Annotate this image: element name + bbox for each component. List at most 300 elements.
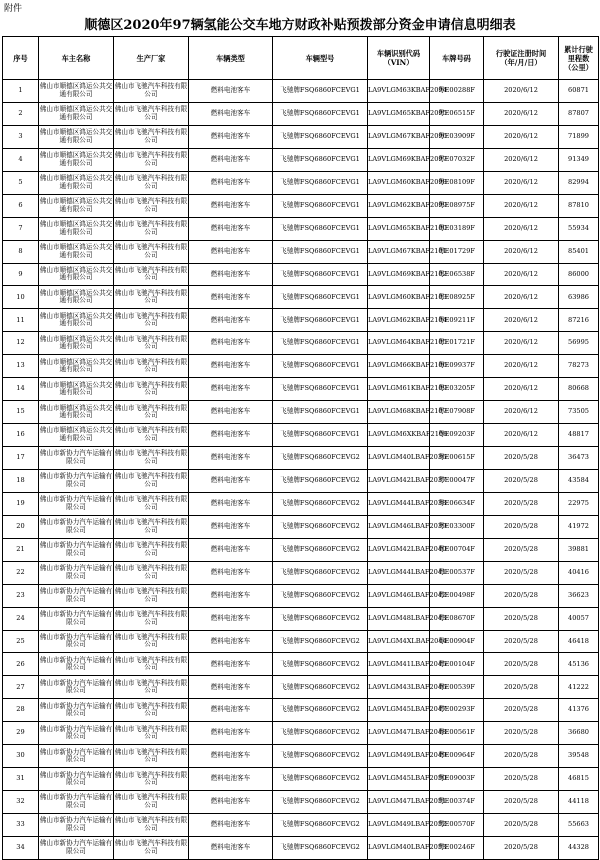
- cell-vin: LA9VLGM42LBAF2040: [368, 538, 430, 561]
- cell-mileage: 40057: [559, 607, 599, 630]
- cell-owner: 佛山市新协力汽车运输有限公司: [39, 699, 114, 722]
- cell-mileage: 78273: [559, 355, 599, 378]
- cell-vin: LA9VLGM42LBAF2037: [368, 469, 430, 492]
- cell-index: 20: [3, 515, 39, 538]
- cell-vehicle-type: 燃料电池客车: [189, 607, 273, 630]
- cell-index: 16: [3, 424, 39, 447]
- cell-vin: LA9VLGM61KBAF2109: [368, 378, 430, 401]
- cell-register-date: 2020/5/28: [484, 447, 559, 470]
- cell-plate: 粤E08975F: [430, 194, 484, 217]
- cell-vehicle-model: 飞驰牌FSQ6860FCEVG1: [273, 263, 368, 286]
- cell-mileage: 55663: [559, 814, 599, 837]
- cell-vehicle-model: 飞驰牌FSQ6860FCEVG2: [273, 492, 368, 515]
- cell-maker: 佛山市飞驰汽车科技有限公司: [114, 171, 189, 194]
- cell-vehicle-type: 燃料电池客车: [189, 791, 273, 814]
- cell-owner: 佛山市新协力汽车运输有限公司: [39, 447, 114, 470]
- cell-index: 33: [3, 814, 39, 837]
- cell-plate: 粤E03189F: [430, 217, 484, 240]
- cell-mileage: 87807: [559, 102, 599, 125]
- cell-plate: 粤E06634F: [430, 492, 484, 515]
- cell-index: 3: [3, 125, 39, 148]
- cell-vehicle-type: 燃料电池客车: [189, 630, 273, 653]
- cell-vehicle-type: 燃料电池客车: [189, 102, 273, 125]
- cell-vehicle-model: 飞驰牌FSQ6860FCEVG1: [273, 80, 368, 103]
- cell-index: 21: [3, 538, 39, 561]
- cell-owner: 佛山市新协力汽车运输有限公司: [39, 791, 114, 814]
- cell-owner: 佛山市顺德区鸿运公共交通有限公司: [39, 80, 114, 103]
- cell-mileage: 73505: [559, 401, 599, 424]
- cell-mileage: 55934: [559, 217, 599, 240]
- cell-index: 24: [3, 607, 39, 630]
- table-row: [3, 515, 599, 538]
- table-row: [3, 676, 599, 699]
- table-header-row: [3, 37, 599, 80]
- cell-register-date: 2020/6/12: [484, 125, 559, 148]
- cell-mileage: 63986: [559, 286, 599, 309]
- cell-maker: 佛山市飞驰汽车科技有限公司: [114, 125, 189, 148]
- cell-vehicle-type: 燃料电池客车: [189, 836, 273, 859]
- cell-mileage: 91349: [559, 148, 599, 171]
- cell-index: 11: [3, 309, 39, 332]
- cell-mileage: 46418: [559, 630, 599, 653]
- cell-register-date: 2020/5/28: [484, 561, 559, 584]
- cell-vehicle-type: 燃料电池客车: [189, 148, 273, 171]
- cell-owner: 佛山市顺德区鸿运公共交通有限公司: [39, 378, 114, 401]
- cell-maker: 佛山市飞驰汽车科技有限公司: [114, 286, 189, 309]
- table-row: [3, 240, 599, 263]
- cell-index: 7: [3, 217, 39, 240]
- cell-maker: 佛山市飞驰汽车科技有限公司: [114, 836, 189, 859]
- cell-index: 19: [3, 492, 39, 515]
- cell-owner: 佛山市顺德区鸿运公共交通有限公司: [39, 309, 114, 332]
- cell-plate: 粤E00570F: [430, 814, 484, 837]
- cell-vin: LA9VLGM65KBAF2095: [368, 102, 430, 125]
- cell-maker: 佛山市飞驰汽车科技有限公司: [114, 676, 189, 699]
- cell-vehicle-model: 飞驰牌FSQ6860FCEVG1: [273, 355, 368, 378]
- cell-mileage: 40416: [559, 561, 599, 584]
- cell-vin: LA9VLGM69KBAF2097: [368, 148, 430, 171]
- cell-vehicle-model: 飞驰牌FSQ6860FCEVG1: [273, 171, 368, 194]
- cell-plate: 粤E06538F: [430, 263, 484, 286]
- cell-index: 13: [3, 355, 39, 378]
- cell-register-date: 2020/5/28: [484, 515, 559, 538]
- cell-vin: LA9VLGM49LBAF2049: [368, 745, 430, 768]
- cell-register-date: 2020/5/28: [484, 584, 559, 607]
- cell-plate: 粤E01721F: [430, 332, 484, 355]
- table-row: [3, 355, 599, 378]
- cell-vehicle-model: 飞驰牌FSQ6860FCEVG2: [273, 584, 368, 607]
- cell-maker: 佛山市飞驰汽车科技有限公司: [114, 630, 189, 653]
- table-row: [3, 378, 599, 401]
- cell-register-date: 2020/6/12: [484, 102, 559, 125]
- cell-vehicle-model: 飞驰牌FSQ6860FCEVG2: [273, 538, 368, 561]
- table-row: [3, 332, 599, 355]
- cell-vehicle-model: 飞驰牌FSQ6860FCEVG2: [273, 630, 368, 653]
- cell-index: 5: [3, 171, 39, 194]
- cell-vin: LA9VLGM64KBAF2105: [368, 332, 430, 355]
- cell-plate: 粤E00704F: [430, 538, 484, 561]
- cell-vehicle-type: 燃料电池客车: [189, 125, 273, 148]
- cell-owner: 佛山市顺德区鸿运公共交通有限公司: [39, 355, 114, 378]
- cell-plate: 粤E03205F: [430, 378, 484, 401]
- cell-plate: 粤E08925F: [430, 286, 484, 309]
- cell-maker: 佛山市飞驰汽车科技有限公司: [114, 80, 189, 103]
- cell-owner: 佛山市新协力汽车运输有限公司: [39, 722, 114, 745]
- cell-maker: 佛山市飞驰汽车科技有限公司: [114, 653, 189, 676]
- cell-vin: LA9VLGM60KBAF2103: [368, 286, 430, 309]
- page-title: 顺德区2020年97辆氢能公交车地方财政补贴预拨部分资金申请信息明细表: [84, 18, 516, 33]
- cell-vehicle-type: 燃料电池客车: [189, 515, 273, 538]
- cell-mileage: 39548: [559, 745, 599, 768]
- cell-mileage: 60871: [559, 80, 599, 103]
- cell-plate: 粤E00904F: [430, 630, 484, 653]
- cell-plate: 粤E00561F: [430, 722, 484, 745]
- cell-vehicle-type: 燃料电池客车: [189, 194, 273, 217]
- col-header-register-date: 行驶证注册时间 （年/月/日）: [484, 37, 559, 80]
- cell-plate: 粤E00047F: [430, 469, 484, 492]
- cell-vehicle-model: 飞驰牌FSQ6860FCEVG2: [273, 791, 368, 814]
- cell-vehicle-model: 飞驰牌FSQ6860FCEVG2: [273, 653, 368, 676]
- table-row: [3, 814, 599, 837]
- cell-owner: 佛山市新协力汽车运输有限公司: [39, 561, 114, 584]
- cell-vehicle-type: 燃料电池客车: [189, 171, 273, 194]
- cell-index: 8: [3, 240, 39, 263]
- cell-plate: 粤E03300F: [430, 515, 484, 538]
- cell-register-date: 2020/5/28: [484, 814, 559, 837]
- cell-vehicle-type: 燃料电池客车: [189, 401, 273, 424]
- cell-maker: 佛山市飞驰汽车科技有限公司: [114, 791, 189, 814]
- cell-vehicle-type: 燃料电池客车: [189, 447, 273, 470]
- cell-mileage: 82994: [559, 171, 599, 194]
- table-row: [3, 607, 599, 630]
- cell-plate: 粤E00498F: [430, 584, 484, 607]
- cell-vin: LA9VLGM65KBAF2100: [368, 217, 430, 240]
- col-header-owner: 车主名称: [39, 37, 114, 80]
- cell-owner: 佛山市顺德区鸿运公共交通有限公司: [39, 286, 114, 309]
- cell-mileage: 39881: [559, 538, 599, 561]
- cell-mileage: 36473: [559, 447, 599, 470]
- cell-vehicle-type: 燃料电池客车: [189, 309, 273, 332]
- col-header-mileage: 累计行驶 里程数 （公里）: [559, 37, 599, 80]
- cell-vehicle-model: 飞驰牌FSQ6860FCEVG1: [273, 401, 368, 424]
- table-row: [3, 217, 599, 240]
- cell-vehicle-type: 燃料电池客车: [189, 584, 273, 607]
- cell-vehicle-type: 燃料电池客车: [189, 240, 273, 263]
- cell-maker: 佛山市飞驰汽车科技有限公司: [114, 309, 189, 332]
- cell-vehicle-model: 飞驰牌FSQ6860FCEVG1: [273, 378, 368, 401]
- table-row: [3, 699, 599, 722]
- cell-mileage: 71899: [559, 125, 599, 148]
- cell-register-date: 2020/6/12: [484, 332, 559, 355]
- cell-maker: 佛山市飞驰汽车科技有限公司: [114, 447, 189, 470]
- col-header-vin: 车辆识别代码 （VIN）: [368, 37, 430, 80]
- cell-register-date: 2020/5/28: [484, 676, 559, 699]
- cell-owner: 佛山市新协力汽车运输有限公司: [39, 515, 114, 538]
- cell-vin: LA9VLGM4XLBAF2044: [368, 630, 430, 653]
- col-header-index: 序号: [3, 37, 39, 80]
- cell-vin: LA9VLGM46LBAF2039: [368, 515, 430, 538]
- cell-index: 12: [3, 332, 39, 355]
- cell-vehicle-type: 燃料电池客车: [189, 814, 273, 837]
- cell-mileage: 56995: [559, 332, 599, 355]
- cell-vin: LA9VLGM49LBAF2052: [368, 814, 430, 837]
- cell-mileage: 45136: [559, 653, 599, 676]
- cell-vehicle-type: 燃料电池客车: [189, 722, 273, 745]
- cell-maker: 佛山市飞驰汽车科技有限公司: [114, 263, 189, 286]
- cell-vin: LA9VLGM60KBAF2098: [368, 171, 430, 194]
- cell-index: 22: [3, 561, 39, 584]
- cell-maker: 佛山市飞驰汽车科技有限公司: [114, 745, 189, 768]
- cell-owner: 佛山市顺德区鸿运公共交通有限公司: [39, 171, 114, 194]
- cell-maker: 佛山市飞驰汽车科技有限公司: [114, 424, 189, 447]
- cell-register-date: 2020/6/12: [484, 378, 559, 401]
- cell-vehicle-model: 飞驰牌FSQ6860FCEVG1: [273, 286, 368, 309]
- cell-vin: LA9VLGM47LBAF2048: [368, 722, 430, 745]
- cell-mileage: 87810: [559, 194, 599, 217]
- cell-owner: 佛山市新协力汽车运输有限公司: [39, 836, 114, 859]
- cell-vehicle-model: 飞驰牌FSQ6860FCEVG1: [273, 309, 368, 332]
- cell-maker: 佛山市飞驰汽车科技有限公司: [114, 814, 189, 837]
- cell-vehicle-model: 飞驰牌FSQ6860FCEVG1: [273, 240, 368, 263]
- cell-mileage: 41222: [559, 676, 599, 699]
- cell-vehicle-type: 燃料电池客车: [189, 699, 273, 722]
- cell-index: 32: [3, 791, 39, 814]
- cell-register-date: 2020/6/12: [484, 194, 559, 217]
- cell-maker: 佛山市飞驰汽车科技有限公司: [114, 607, 189, 630]
- cell-owner: 佛山市顺德区鸿运公共交通有限公司: [39, 217, 114, 240]
- table-row: [3, 80, 599, 103]
- cell-owner: 佛山市新协力汽车运输有限公司: [39, 607, 114, 630]
- table-row: [3, 424, 599, 447]
- cell-register-date: 2020/6/12: [484, 424, 559, 447]
- cell-mileage: 36680: [559, 722, 599, 745]
- cell-register-date: 2020/5/28: [484, 469, 559, 492]
- cell-maker: 佛山市飞驰汽车科技有限公司: [114, 102, 189, 125]
- table-row: [3, 584, 599, 607]
- cell-vin: LA9VLGM69KBAF2102: [368, 263, 430, 286]
- cell-owner: 佛山市顺德区鸿运公共交通有限公司: [39, 194, 114, 217]
- cell-vin: LA9VLGM62KBAF2099: [368, 194, 430, 217]
- cell-plate: 粤E09003F: [430, 768, 484, 791]
- cell-register-date: 2020/5/28: [484, 699, 559, 722]
- cell-owner: 佛山市顺德区鸿运公共交通有限公司: [39, 125, 114, 148]
- cell-index: 34: [3, 836, 39, 859]
- table-row: [3, 492, 599, 515]
- cell-plate: 粤E01729F: [430, 240, 484, 263]
- cell-owner: 佛山市新协力汽车运输有限公司: [39, 492, 114, 515]
- cell-register-date: 2020/6/12: [484, 148, 559, 171]
- cell-index: 18: [3, 469, 39, 492]
- cell-plate: 粤E00374F: [430, 791, 484, 814]
- cell-index: 1: [3, 80, 39, 103]
- cell-vehicle-type: 燃料电池客车: [189, 217, 273, 240]
- cell-plate: 粤E07908F: [430, 401, 484, 424]
- cell-mileage: 44118: [559, 791, 599, 814]
- table-row: [3, 125, 599, 148]
- cell-vehicle-type: 燃料电池客车: [189, 653, 273, 676]
- table-row: [3, 194, 599, 217]
- cell-register-date: 2020/5/28: [484, 607, 559, 630]
- cell-vehicle-model: 飞驰牌FSQ6860FCEVG2: [273, 561, 368, 584]
- cell-owner: 佛山市顺德区鸿运公共交通有限公司: [39, 148, 114, 171]
- cell-vehicle-model: 飞驰牌FSQ6860FCEVG1: [273, 217, 368, 240]
- cell-vin: LA9VLGM6XKBAF2108: [368, 424, 430, 447]
- cell-mileage: 80668: [559, 378, 599, 401]
- cell-mileage: 85401: [559, 240, 599, 263]
- cell-index: 6: [3, 194, 39, 217]
- cell-vin: LA9VLGM68KBAF2107: [368, 401, 430, 424]
- cell-vin: LA9VLGM45LBAF2050: [368, 768, 430, 791]
- cell-maker: 佛山市飞驰汽车科技有限公司: [114, 240, 189, 263]
- cell-register-date: 2020/6/12: [484, 263, 559, 286]
- cell-plate: 粤E09937F: [430, 355, 484, 378]
- cell-owner: 佛山市新协力汽车运输有限公司: [39, 653, 114, 676]
- cell-index: 14: [3, 378, 39, 401]
- cell-vehicle-model: 飞驰牌FSQ6860FCEVG2: [273, 768, 368, 791]
- table-row: [3, 469, 599, 492]
- cell-mileage: 22975: [559, 492, 599, 515]
- table-row: [3, 768, 599, 791]
- cell-vehicle-model: 飞驰牌FSQ6860FCEVG1: [273, 148, 368, 171]
- cell-vehicle-type: 燃料电池客车: [189, 263, 273, 286]
- table-row: [3, 653, 599, 676]
- cell-vin: LA9VLGM43LBAF2046: [368, 676, 430, 699]
- cell-vehicle-model: 飞驰牌FSQ6860FCEVG1: [273, 125, 368, 148]
- cell-owner: 佛山市新协力汽车运输有限公司: [39, 768, 114, 791]
- cell-maker: 佛山市飞驰汽车科技有限公司: [114, 332, 189, 355]
- table-row: [3, 745, 599, 768]
- cell-owner: 佛山市顺德区鸿运公共交通有限公司: [39, 424, 114, 447]
- cell-maker: 佛山市飞驰汽车科技有限公司: [114, 469, 189, 492]
- cell-vehicle-type: 燃料电池客车: [189, 768, 273, 791]
- cell-plate: 粤E00615F: [430, 447, 484, 470]
- cell-maker: 佛山市飞驰汽车科技有限公司: [114, 722, 189, 745]
- table-row: [3, 286, 599, 309]
- cell-register-date: 2020/5/28: [484, 722, 559, 745]
- cell-owner: 佛山市顺德区鸿运公共交通有限公司: [39, 240, 114, 263]
- table-row: [3, 447, 599, 470]
- cell-mileage: 86000: [559, 263, 599, 286]
- cell-register-date: 2020/5/28: [484, 538, 559, 561]
- cell-mileage: 41972: [559, 515, 599, 538]
- cell-vin: LA9VLGM48LBAF2043: [368, 607, 430, 630]
- cell-maker: 佛山市飞驰汽车科技有限公司: [114, 561, 189, 584]
- col-header-vehicle-model: 车辆型号: [273, 37, 368, 80]
- cell-plate: 粤E00293F: [430, 699, 484, 722]
- cell-owner: 佛山市顺德区鸿运公共交通有限公司: [39, 401, 114, 424]
- cell-plate: 粤E06515F: [430, 102, 484, 125]
- cell-plate: 粤E08670F: [430, 607, 484, 630]
- cell-vehicle-model: 飞驰牌FSQ6860FCEVG2: [273, 515, 368, 538]
- cell-index: 26: [3, 653, 39, 676]
- cell-register-date: 2020/5/28: [484, 836, 559, 859]
- vehicle-info-table: [2, 36, 599, 860]
- cell-register-date: 2020/5/28: [484, 768, 559, 791]
- cell-index: 4: [3, 148, 39, 171]
- cell-mileage: 43584: [559, 469, 599, 492]
- cell-vehicle-type: 燃料电池客车: [189, 80, 273, 103]
- cell-index: 17: [3, 447, 39, 470]
- cell-vehicle-model: 飞驰牌FSQ6860FCEVG2: [273, 447, 368, 470]
- cell-register-date: 2020/6/12: [484, 401, 559, 424]
- cell-plate: 粤E09211F: [430, 309, 484, 332]
- cell-maker: 佛山市飞驰汽车科技有限公司: [114, 515, 189, 538]
- cell-maker: 佛山市飞驰汽车科技有限公司: [114, 378, 189, 401]
- cell-vehicle-type: 燃料电池客车: [189, 332, 273, 355]
- cell-plate: 粤E00964F: [430, 745, 484, 768]
- cell-register-date: 2020/5/28: [484, 630, 559, 653]
- col-header-maker: 生产厂家: [114, 37, 189, 80]
- table-row: [3, 630, 599, 653]
- cell-vehicle-type: 燃料电池客车: [189, 469, 273, 492]
- cell-mileage: 36623: [559, 584, 599, 607]
- table-row: [3, 401, 599, 424]
- cell-vehicle-model: 飞驰牌FSQ6860FCEVG2: [273, 607, 368, 630]
- cell-vehicle-type: 燃料电池客车: [189, 676, 273, 699]
- cell-mileage: 41376: [559, 699, 599, 722]
- cell-plate: 粤E00246F: [430, 836, 484, 859]
- cell-vin: LA9VLGM67KBAF2096: [368, 125, 430, 148]
- table-row: [3, 102, 599, 125]
- cell-mileage: 46815: [559, 768, 599, 791]
- cell-register-date: 2020/6/12: [484, 355, 559, 378]
- cell-maker: 佛山市飞驰汽车科技有限公司: [114, 148, 189, 171]
- cell-index: 29: [3, 722, 39, 745]
- col-header-vehicle-type: 车辆类型: [189, 37, 273, 80]
- cell-vehicle-model: 飞驰牌FSQ6860FCEVG1: [273, 424, 368, 447]
- cell-index: 10: [3, 286, 39, 309]
- cell-maker: 佛山市飞驰汽车科技有限公司: [114, 217, 189, 240]
- cell-plate: 粤E00104F: [430, 653, 484, 676]
- table-row: [3, 722, 599, 745]
- cell-vehicle-model: 飞驰牌FSQ6860FCEVG1: [273, 102, 368, 125]
- cell-plate: 粤E00537F: [430, 561, 484, 584]
- cell-vehicle-type: 燃料电池客车: [189, 538, 273, 561]
- cell-register-date: 2020/6/12: [484, 217, 559, 240]
- cell-owner: 佛山市新协力汽车运输有限公司: [39, 538, 114, 561]
- cell-index: 9: [3, 263, 39, 286]
- cell-plate: 粤E07032F: [430, 148, 484, 171]
- cell-index: 23: [3, 584, 39, 607]
- cell-owner: 佛山市新协力汽车运输有限公司: [39, 676, 114, 699]
- cell-vehicle-model: 飞驰牌FSQ6860FCEVG1: [273, 194, 368, 217]
- cell-vin: LA9VLGM67KBAF2101: [368, 240, 430, 263]
- cell-plate: 粤E09203F: [430, 424, 484, 447]
- table-row: [3, 836, 599, 859]
- table-row: [3, 263, 599, 286]
- cell-maker: 佛山市飞驰汽车科技有限公司: [114, 584, 189, 607]
- cell-register-date: 2020/6/12: [484, 80, 559, 103]
- cell-vin: LA9VLGM44LBAF2038: [368, 492, 430, 515]
- cell-plate: 粤E08109F: [430, 171, 484, 194]
- cell-vin: LA9VLGM41LBAF2045: [368, 653, 430, 676]
- cell-owner: 佛山市顺德区鸿运公共交通有限公司: [39, 102, 114, 125]
- cell-mileage: 87216: [559, 309, 599, 332]
- cell-plate: 粤E00288F: [430, 80, 484, 103]
- cell-vehicle-type: 燃料电池客车: [189, 286, 273, 309]
- cell-index: 27: [3, 676, 39, 699]
- cell-maker: 佛山市飞驰汽车科技有限公司: [114, 768, 189, 791]
- cell-vehicle-model: 飞驰牌FSQ6860FCEVG2: [273, 699, 368, 722]
- cell-vin: LA9VLGM66KBAF2106: [368, 355, 430, 378]
- table-row: [3, 148, 599, 171]
- attachment-label: 附件: [4, 4, 23, 14]
- cell-register-date: 2020/6/12: [484, 240, 559, 263]
- cell-vehicle-model: 飞驰牌FSQ6860FCEVG2: [273, 836, 368, 859]
- cell-vehicle-model: 飞驰牌FSQ6860FCEVG2: [273, 676, 368, 699]
- cell-vehicle-model: 飞驰牌FSQ6860FCEVG2: [273, 722, 368, 745]
- table-row: [3, 561, 599, 584]
